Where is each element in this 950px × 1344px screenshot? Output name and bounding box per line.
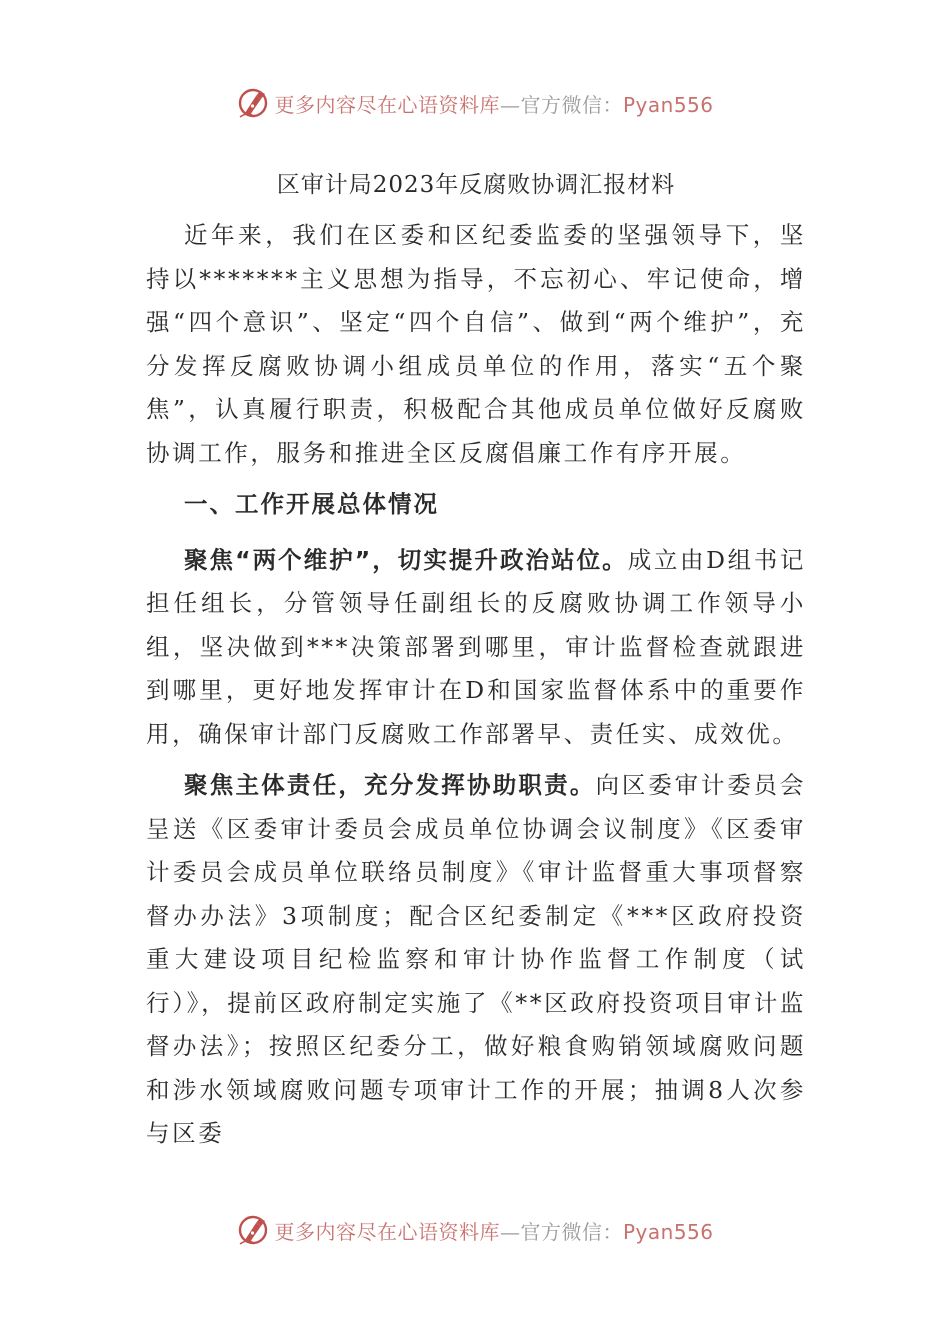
pen-nib-logo-icon <box>236 86 270 120</box>
point-1-body: 成立由D组书记担任组长，分管领导任副组长的反腐败协调工作领导小组，坚决做到***决策部署到哪里，审计监督检查就跟进到哪里，更好地发挥审计在D和国家监督体系中的重要作用，确保审计部门反腐败工作部署早、责任实、成效优。 <box>146 545 806 748</box>
banner-dash: — <box>499 92 521 117</box>
document-body <box>146 160 806 1164</box>
document-title: 区审计局2023年反腐败协调汇报材料 <box>276 172 676 198</box>
banner-library-text: 更多内容尽在心语资料库 <box>274 92 500 117</box>
pen-nib-logo-icon <box>236 1213 270 1247</box>
point-2-lead: 聚焦主体责任，充分发挥协助职责。 <box>184 771 596 799</box>
point-2-body: 向区委审计委员会呈送《区委审计委员会成员单位协调会议制度》《区委审计委员会成员单位联络员制度》《审计监督重大事项督察督办办法》3项制度；配合区纪委制定《***区政府投资重大建设项目纪检监察和审计协作监督工作制度（试行）》，提前区政府制定实施了《**区政府投资项目审计监督办法》；按照区纪委分工，做好粮食购销领域腐败问题和涉水领域腐败问题专项审计工作的开展；抽调8人次参与区委 <box>146 771 806 1147</box>
intro-paragraph: 近年来，我们在区委和区纪委监委的坚强领导下，坚持以*******主义思想为指导，不忘初心、牢记使命，增强“四个意识”、坚定“四个自信”、做到“两个维护”，充分发挥反腐败协调小组成员单位的作用，落实“五个聚焦”，认真履行职责，积极配合其他成员单位做好反腐败协调工作，服务和推进全区反腐倡廉工作有序开展。 <box>146 221 806 467</box>
banner-wechat-label: 官方微信： <box>520 92 623 117</box>
point-paragraph-2 <box>146 764 806 1156</box>
watermark-banner-top <box>0 83 950 123</box>
watermark-banner-bottom <box>0 1210 950 1250</box>
banner-library-text: 更多内容尽在心语资料库 <box>274 1219 500 1244</box>
banner-wechat-id: Pyan556 <box>622 92 714 117</box>
point-1-lead: 聚焦“两个维护”，切实提升政治站位。 <box>184 545 628 574</box>
banner-text <box>274 89 713 118</box>
section-heading-1: 一、工作开展总体情况 <box>184 490 439 518</box>
banner-dash: — <box>499 1219 521 1244</box>
banner-text <box>274 1216 713 1245</box>
point-paragraph-1 <box>146 539 806 757</box>
banner-wechat-label: 官方微信： <box>520 1219 623 1244</box>
banner-wechat-id: Pyan556 <box>622 1219 714 1244</box>
